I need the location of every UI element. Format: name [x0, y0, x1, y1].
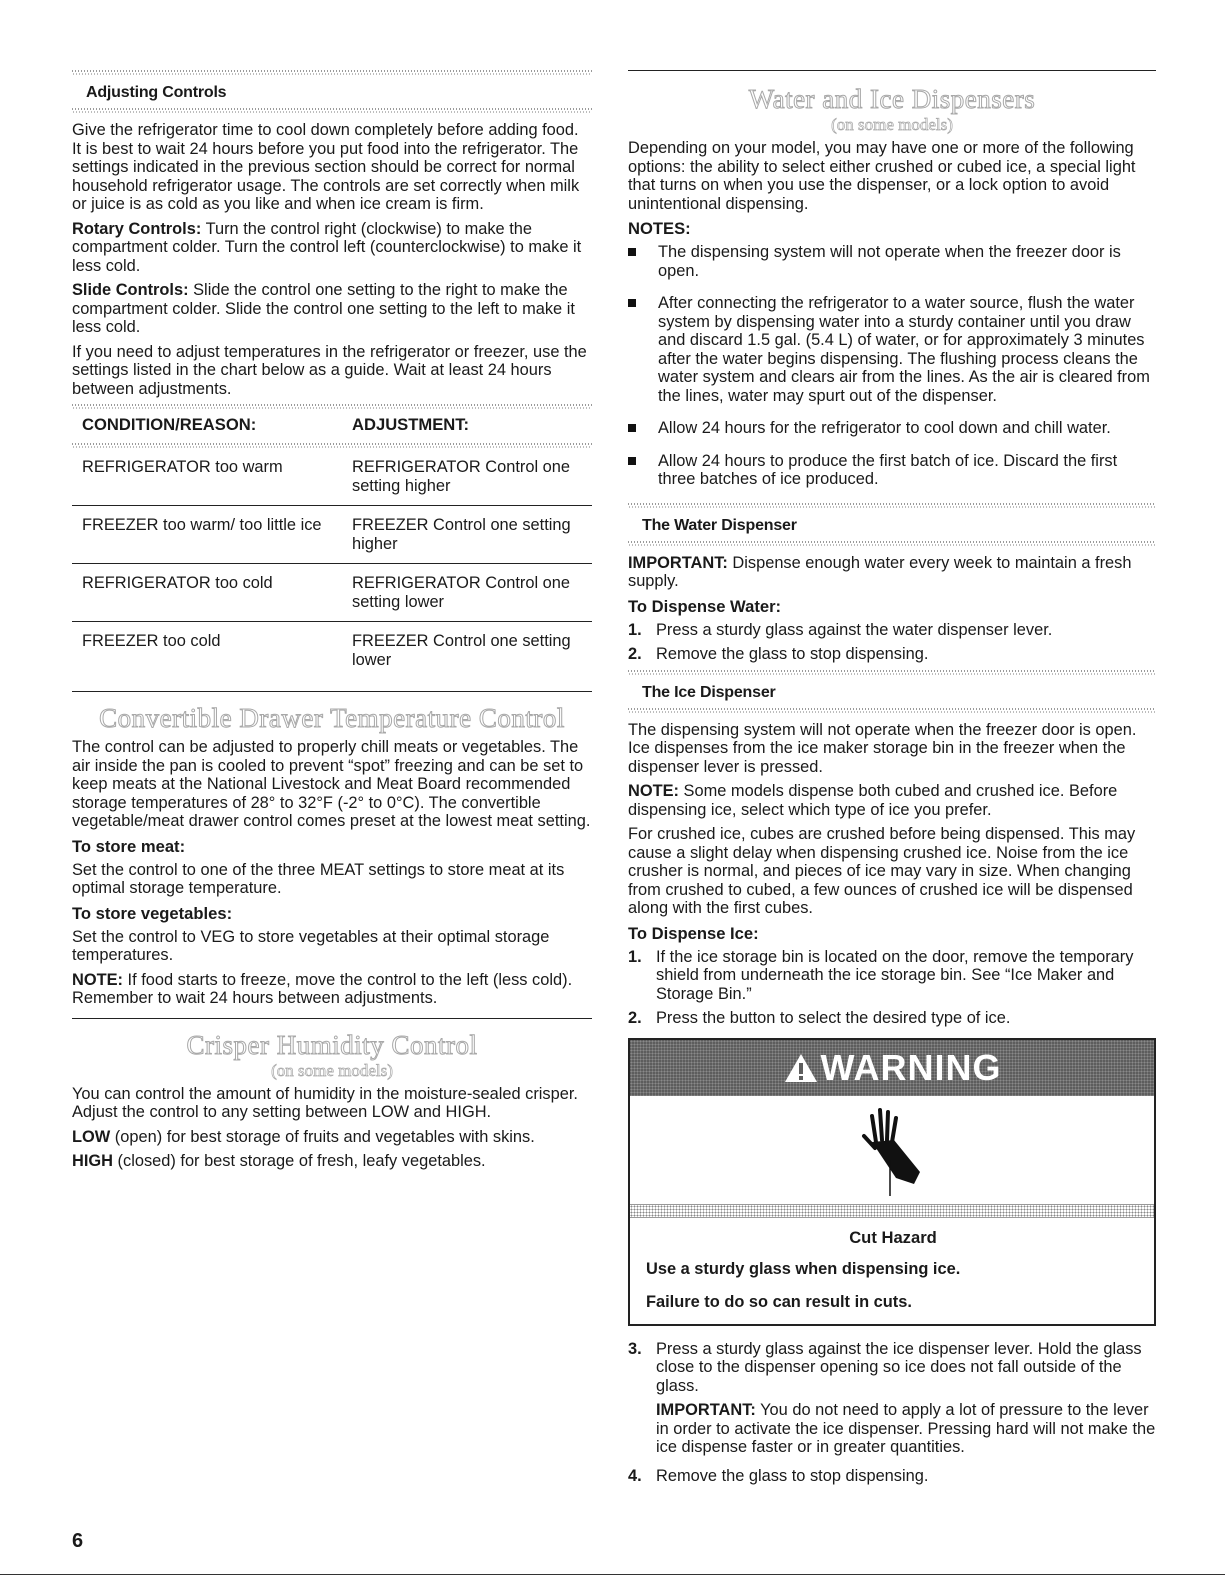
list-item: Allow 24 hours to produce the first batch of ice. Discard the first three batches of ice produced. — [628, 452, 1156, 489]
store-vegetables-text: Set the control to VEG to store vegetables at their optimal storage temperatures. — [72, 927, 550, 964]
step-text: Press a sturdy glass against the ice dispenser lever. Hold the glass close to the dispenser opening so ice does not fall outside of the glass. — [656, 1339, 1142, 1395]
dotted-rule — [628, 708, 1156, 713]
drawer-section-title: Convertible Drawer Temperature Control — [99, 703, 565, 733]
warning-divider — [630, 1204, 1154, 1218]
slide-text: Slide the control one setting to the right to make the compartment colder. Slide the control one setting to the left to make it less cold. — [72, 281, 575, 336]
condition-cell: REFRIGERATOR too warm — [72, 448, 342, 506]
store-vegetables-heading: To store vegetables: — [72, 903, 233, 923]
crisper-section-title: Crisper Humidity Control — [186, 1029, 478, 1060]
rotary-text: Turn the control right (clockwise) to make the compartment colder. Turn the control left (counterclockwise) to make it less cold. — [72, 219, 582, 275]
table-row — [72, 448, 592, 506]
water-ice-section-title: Water and Ice Dispensers — [748, 84, 1036, 114]
dispense-ice-heading: To Dispense Ice: — [628, 923, 759, 943]
cut-hazard-area — [630, 1096, 1154, 1204]
list-item: The dispensing system will not operate when the freezer door is open. — [628, 243, 1156, 280]
important-water — [628, 554, 1156, 591]
note-label: NOTE: — [628, 782, 679, 800]
warning-line: Failure to do so can result in cuts. — [646, 1292, 912, 1311]
dotted-rule — [628, 541, 1156, 546]
warning-body — [630, 1218, 1154, 1324]
warning-line: Use a sturdy glass when dispensing ice. — [646, 1259, 961, 1278]
crisper-paragraph: You can control the amount of humidity in the moisture-sealed crisper. Adjust the control to any setting between LOW and HIGH. — [72, 1084, 578, 1121]
ice-dispenser-heading: The Ice Dispenser — [642, 683, 776, 701]
important-text: Dispense enough water every week to maintain a fresh supply. — [628, 553, 1132, 590]
adjusting-controls-heading: Adjusting Controls — [86, 84, 227, 101]
dotted-rule — [72, 108, 592, 113]
store-meat-heading: To store meat: — [72, 836, 186, 856]
high-text: (closed) for best storage of fresh, leafy vegetables. — [112, 1152, 486, 1170]
slide-controls-paragraph — [72, 281, 592, 337]
hazard-title: Cut Hazard — [849, 1227, 937, 1247]
ice-steps-continued — [628, 1340, 1156, 1486]
adjustment-cell: REFRIGERATOR Control one setting lower — [342, 564, 592, 622]
step-text: Press a sturdy glass against the water dispenser lever. — [656, 620, 1053, 639]
notes-list — [628, 243, 1156, 489]
section-rule — [72, 691, 592, 692]
list-item — [628, 948, 1156, 1004]
important-ice — [656, 1401, 1156, 1457]
adjustment-cell: FREEZER Control one setting higher — [342, 506, 592, 564]
step-number: 2. — [628, 1009, 642, 1027]
adjustment-header: ADJUSTMENT: — [352, 415, 470, 434]
high-setting — [72, 1152, 592, 1171]
low-label: LOW — [72, 1127, 111, 1146]
step-text: If the ice storage bin is located on the door, remove the temporary shield from underneath the ice storage bin. See “Ice Maker and Storage Bin.” — [656, 947, 1134, 1003]
important-label: IMPORTANT: — [628, 553, 728, 572]
condition-cell: REFRIGERATOR too cold — [72, 564, 342, 622]
notes-heading: NOTES: — [628, 219, 691, 238]
ice-paragraph-1: The dispensing system will not operate when the freezer door is open. Ice dispenses from the ice maker storage bin in the freezer when the dispenser lever is pressed. — [628, 720, 1137, 776]
water-ice-section-subtitle: (on some models) — [831, 115, 953, 134]
drawer-note — [72, 971, 592, 1008]
important-text: You do not need to apply a lot of pressure to the lever in order to activate the ice dispenser. Pressing hard will not make the ice dispense faster or in greater quantities. — [656, 1401, 1156, 1456]
list-item — [628, 621, 1156, 640]
adjustment-cell: FREEZER Control one setting lower — [352, 632, 571, 669]
ice-note — [628, 782, 1156, 819]
warning-box — [628, 1038, 1156, 1326]
slide-label: Slide Controls: — [72, 281, 189, 299]
low-setting — [72, 1128, 592, 1147]
list-item — [628, 1340, 1156, 1457]
dispenser-intro: Depending on your model, you may have one or more of the following options: the ability to select either crushed or cubed ice, a special light that turns on when you use the dispenser, or a lock option to avoid unintentional dispensing. — [628, 139, 1136, 213]
drawer-paragraph: The control can be adjusted to properly chill meats or vegetables. The air inside the pan is cooled to prevent “spot” freezing and can be set to keep meats at the National Livestock and Meat Board recommended storage temperatures of 28° to 32°F (-2° to 0°C). The convertible vegetable/meat drawer control comes preset at the lowest meat setting. — [72, 738, 591, 830]
dispense-water-heading: To Dispense Water: — [628, 596, 782, 616]
step-number: 1. — [628, 947, 642, 966]
step-text: Remove the glass to stop dispensing. — [656, 1466, 929, 1485]
ice-paragraph-2: For crushed ice, cubes are crushed before being dispensed. This may cause a slight delay when dispensing crushed ice. Noise from the ice crusher is normal, and pieces of ice may vary in size. When changing from crushed to cubed, a few ounces of crushed ice will be dispensed along with the first cubes. — [628, 825, 1136, 917]
list-item — [628, 645, 1156, 664]
step-number: 3. — [628, 1339, 642, 1358]
condition-cell: FREEZER too warm/ too little ice — [72, 506, 342, 564]
adjusting-paragraph: Give the refrigerator time to cool down completely before adding food. It is best to wait 24 hours before you put food into the refrigerator. The settings indicated in the previous section should be correct for normal household refrigerator usage. The controls are set correctly when milk or juice is as cold as you like and when ice cream is firm. — [72, 121, 580, 213]
list-item: After connecting the refrigerator to a water source, flush the water system by dispensing water into a sturdy container until you draw and discard 1.5 gal. (5.4 L) of water, or for approximately 3 minutes after the water begins dispensing. The flushing process cleans the water system and clears air from the lines. As the air is cleared from the lines, water may spurt out of the dispenser. — [628, 294, 1156, 405]
adjustment-table — [72, 409, 592, 691]
high-label: HIGH — [72, 1152, 113, 1170]
warning-word: WARNING — [820, 1046, 1002, 1088]
list-item: Allow 24 hours for the refrigerator to cool down and chill water. — [628, 419, 1156, 438]
right-column — [628, 70, 1156, 1491]
store-meat-text: Set the control to one of the three MEAT settings to store meat at its optimal storage temperature. — [72, 860, 565, 897]
cut-hand-icon — [842, 1102, 942, 1198]
water-steps — [628, 621, 1156, 664]
adjustment-cell: REFRIGERATOR Control one setting higher — [342, 448, 592, 506]
note-text: If food starts to freeze, move the control to the left (less cold). Remember to wait 24 hours between adjustments. — [72, 970, 573, 1007]
condition-cell: FREEZER too cold — [82, 632, 221, 650]
page-bottom-rule — [0, 1574, 1225, 1575]
warning-banner — [630, 1040, 1154, 1096]
crisper-section-subtitle: (on some models) — [271, 1060, 393, 1080]
rotary-controls-paragraph — [72, 220, 592, 276]
step-text: Remove the glass to stop dispensing. — [656, 645, 929, 663]
water-dispenser-heading: The Water Dispenser — [642, 516, 797, 534]
step-number: 1. — [628, 620, 642, 639]
section-rule — [628, 70, 1156, 71]
step-number: 4. — [628, 1466, 642, 1485]
note-text: Some models dispense both cubed and crushed ice. Before dispensing ice, select which type of ice you prefer. — [628, 782, 1118, 819]
important-label: IMPORTANT: — [656, 1401, 756, 1419]
step-text: Press the button to select the desired type of ice. — [656, 1009, 1011, 1027]
note-label: NOTE: — [72, 970, 123, 989]
ice-steps — [628, 948, 1156, 1028]
warning-triangle-icon — [783, 1052, 819, 1084]
table-row — [72, 506, 592, 564]
section-rule — [72, 1018, 592, 1019]
page-number: 6 — [72, 1530, 84, 1552]
list-item — [628, 1009, 1156, 1028]
left-column — [72, 70, 592, 1177]
adjust-guide-paragraph: If you need to adjust temperatures in the refrigerator or freezer, use the settings listed in the chart below as a guide. Wait at least 24 hours between adjustments. — [72, 342, 587, 398]
step-number: 2. — [628, 645, 642, 663]
table-row — [72, 564, 592, 622]
list-item — [628, 1467, 1156, 1486]
rotary-label: Rotary Controls: — [72, 219, 202, 238]
low-text: (open) for best storage of fruits and vegetables with skins. — [110, 1127, 535, 1146]
condition-header: CONDITION/REASON: — [82, 415, 257, 434]
table-row — [72, 622, 592, 692]
